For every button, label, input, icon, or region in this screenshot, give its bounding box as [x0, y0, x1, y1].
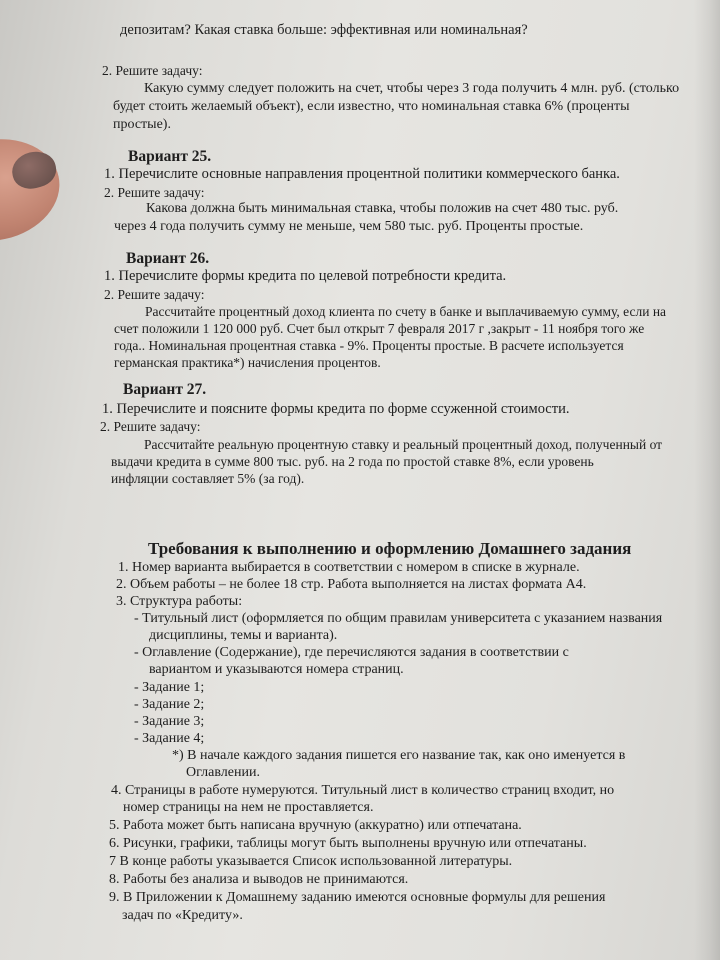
- req-line-10: - Задание 3;: [134, 714, 205, 729]
- req-line-5: дисциплины, темы и варианта).: [149, 628, 338, 643]
- variant-27-heading: Вариант 27.: [123, 381, 207, 398]
- variant-26-q2-text-2: счет положили 1 120 000 руб. Счет был открыт 7 февраля 2017 г ,закрыт - 11 ноября того же: [114, 321, 645, 336]
- top-task2-text-2: будет стоить желаемый объект), если известно, что номинальная ставка 6% (проценты: [113, 99, 630, 114]
- req-line-9: - Задание 2;: [134, 697, 205, 712]
- page-edge-shadow: [694, 0, 720, 960]
- top-task2-text-1: Какую сумму следует положить на счет, чтобы через 3 года получить 4 млн. руб. (столько: [144, 81, 680, 96]
- finger: [0, 128, 69, 253]
- req-line-11: - Задание 4;: [134, 731, 205, 746]
- variant-25-q1: 1. Перечислите основные направления процентной политики коммерческого банка.: [104, 166, 620, 182]
- req-line-4: - Титульный лист (оформляется по общим правилам университета с указанием названия: [134, 611, 663, 626]
- req-line-12: *) В начале каждого задания пишется его название так, как оно именуется в: [172, 748, 626, 763]
- variant-26-q2-text-4: германская практика*) начисления процентов.: [114, 355, 381, 370]
- variant-27-q1: 1. Перечислите и поясните формы кредита по форме ссуженной стоимости.: [102, 401, 570, 417]
- req-line-14: 4. Страницы в работе нумеруются. Титульный лист в количество страниц входит, но: [111, 783, 615, 798]
- variant-27-q2-text-2: выдачи кредита в сумме 800 тыс. руб. на 2 года по простой ставке 8%, если уровень: [111, 454, 594, 469]
- variant-27-q2-label: 2. Решите задачу:: [100, 419, 201, 434]
- req-line-2: 2. Объем работы – не более 18 стр. Работа выполняется на листах формата А4.: [116, 577, 587, 592]
- top-task2-text-3: простые).: [113, 117, 171, 132]
- variant-26-heading: Вариант 26.: [126, 250, 210, 267]
- req-line-1: 1. Номер варианта выбирается в соответствии с номером в списке в журнале.: [118, 560, 580, 575]
- req-line-13: Оглавлении.: [186, 765, 260, 780]
- req-line-20: 9. В Приложении к Домашнему заданию имеются основные формулы для решения: [109, 890, 606, 905]
- top-line-1: депозитам? Какая ставка больше: эффективная или номинальная?: [120, 22, 528, 38]
- variant-25-q2-text-2: через 4 года получить сумму не меньше, чем 580 тыс. руб. Проценты простые.: [114, 219, 584, 234]
- req-line-3: 3. Структура работы:: [116, 594, 243, 609]
- variant-25-q2-label: 2. Решите задачу:: [104, 185, 205, 200]
- requirements-title: Требования к выполнению и оформлению Домашнего задания: [148, 539, 632, 558]
- variant-26-q2-label: 2. Решите задачу:: [104, 287, 205, 302]
- variant-27-q2-text-3: инфляции составляет 5% (за год).: [111, 471, 305, 486]
- variant-26-q2-text-3: года.. Номинальная процентная ставка - 9%. Проценты простые. В расчете используется: [114, 338, 624, 353]
- variant-26-q2-text-1: Рассчитайте процентный доход клиента по счету в банке и выплачиваемую сумму, если на: [145, 304, 667, 319]
- top-task2-label: 2. Решите задачу:: [102, 63, 203, 78]
- variant-25-q2-text-1: Какова должна быть минимальная ставка, чтобы положив на счет 480 тыс. руб.: [146, 201, 619, 216]
- req-line-16: 5. Работа может быть написана вручную (аккуратно) или отпечатана.: [109, 818, 522, 833]
- req-line-6: - Оглавление (Содержание), где перечисляются задания в соответствии с: [134, 645, 569, 660]
- req-line-21: задач по «Кредиту».: [122, 908, 243, 923]
- req-line-18: 7 В конце работы указывается Список использованной литературы.: [109, 854, 513, 869]
- req-line-8: - Задание 1;: [134, 680, 205, 695]
- req-line-15: номер страницы на нем не проставляется.: [123, 800, 374, 815]
- req-line-17: 6. Рисунки, графики, таблицы могут быть выполнены вручную или отпечатаны.: [109, 836, 587, 851]
- variant-27-q2-text-1: Рассчитайте реальную процентную ставку и реальный процентный доход, полученный от: [144, 437, 663, 452]
- variant-25-heading: Вариант 25.: [128, 148, 212, 165]
- variant-26-q1: 1. Перечислите формы кредита по целевой потребности кредита.: [104, 268, 507, 284]
- req-line-7: вариантом и указываются номера страниц.: [149, 662, 404, 677]
- req-line-19: 8. Работы без анализа и выводов не принимаются.: [109, 872, 409, 887]
